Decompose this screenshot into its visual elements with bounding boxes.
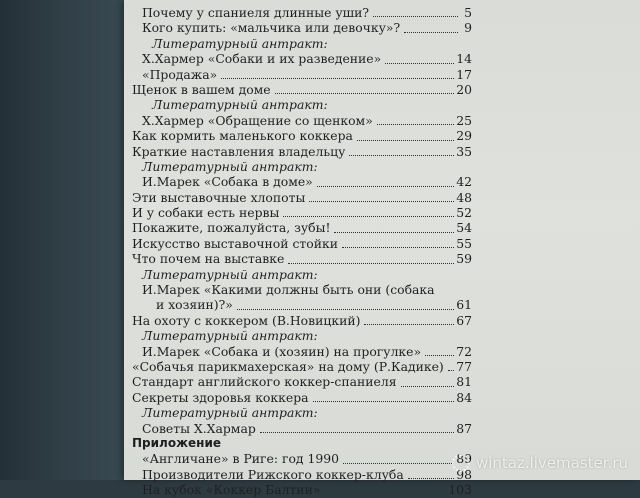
toc-entry-title: На кубок «Коккер Балтии» — [142, 482, 321, 498]
toc-entry — [132, 482, 472, 497]
toc-entry — [132, 159, 472, 174]
dot-leader — [349, 155, 454, 156]
toc-page-number: 77 — [456, 358, 472, 374]
toc-entry — [132, 128, 472, 143]
toc-entry — [132, 251, 472, 266]
toc-entry — [132, 113, 472, 128]
toc-entry — [132, 144, 472, 159]
toc-entry — [132, 313, 472, 328]
dot-leader — [334, 232, 454, 233]
toc-entry-title: Советы Х.Хармар — [142, 420, 256, 436]
toc-page-number: 67 — [456, 312, 472, 328]
dot-leader — [309, 201, 454, 202]
toc-entry-title: Литературный антракт: — [152, 35, 328, 51]
watermark — [452, 454, 628, 472]
toc-entry — [132, 82, 472, 97]
toc-entry — [132, 267, 472, 282]
toc-entry — [132, 220, 472, 235]
table-of-contents — [132, 5, 472, 498]
toc-entry-title: И.Марек «Какими должны быть они (собака — [142, 282, 435, 298]
toc-entry — [132, 359, 472, 374]
toc-entry — [132, 421, 472, 436]
toc-entry-title: И.Марек «Собака и (хозяин) на прогулке» — [142, 343, 422, 359]
dot-leader — [237, 309, 454, 310]
toc-page-number: 20 — [456, 81, 472, 97]
toc-entry — [132, 51, 472, 66]
toc-entry-title: Покажите, пожалуйста, зубы! — [132, 220, 331, 236]
toc-entry — [132, 97, 472, 112]
toc-page-number: 103 — [448, 482, 472, 498]
toc-entry-title: Стандарт английского коккер-спаниеля — [132, 374, 397, 390]
toc-entry-title: и хозяин)?» — [156, 297, 233, 313]
toc-entry-title: Литературный антракт: — [142, 328, 318, 344]
toc-page-number: 35 — [456, 143, 472, 159]
toc-entry — [132, 36, 472, 51]
toc-entry — [132, 67, 472, 82]
toc-entry-title: Искусство выставочной стойки — [132, 235, 338, 251]
toc-entry — [132, 451, 472, 466]
toc-entry-title: И.Марек «Собака в доме» — [142, 174, 313, 190]
toc-entry — [132, 190, 472, 205]
toc-entry-title: Секреты здоровья коккера — [132, 389, 309, 405]
toc-entry-title: Как кормить маленького коккера — [132, 128, 353, 144]
toc-entry-title: Кого купить: «мальчика или девочку»? — [142, 20, 401, 36]
toc-entry-title: Краткие наставления владельцу — [132, 143, 346, 159]
toc-entry-title: Что почем на выставке — [132, 251, 285, 267]
dot-leader — [404, 32, 458, 33]
dot-leader — [448, 370, 454, 371]
dot-leader — [425, 355, 454, 356]
toc-entry — [132, 282, 472, 297]
dot-leader — [364, 324, 454, 325]
toc-page-number: 9 — [464, 20, 472, 36]
toc-entry-title: Х.Хармер «Обращение со щенком» — [142, 112, 373, 128]
toc-entry-title: Почему у спаниеля длинные уши? — [142, 4, 370, 20]
toc-page-number: 59 — [456, 251, 472, 267]
toc-entry-title: Литературный антракт: — [152, 97, 328, 113]
toc-page-number: 29 — [456, 128, 472, 144]
dot-leader — [401, 386, 455, 387]
dot-leader — [343, 463, 454, 464]
toc-page-number: 81 — [456, 374, 472, 390]
toc-entry-title: «Англичане» в Риге: год 1990 — [142, 451, 340, 467]
toc-entry — [132, 390, 472, 405]
dot-leader — [260, 432, 454, 433]
toc-entry — [132, 297, 472, 312]
toc-page-number: 89 — [456, 451, 472, 467]
toc-entry — [132, 344, 472, 359]
toc-entry-title: Приложение — [132, 435, 221, 450]
toc-entry — [132, 236, 472, 251]
dot-leader — [324, 494, 446, 495]
toc-entry-title: Литературный антракт: — [142, 405, 318, 421]
watermark-logo-icon — [452, 454, 470, 472]
toc-page-number: 48 — [456, 189, 472, 205]
dot-leader — [385, 63, 454, 64]
toc-entry — [132, 5, 472, 20]
toc-entry-title: Х.Хармер «Собаки и их разведение» — [142, 51, 382, 67]
toc-entry-title: «Собачья парикмахерская» на дому (Р.Кадике) — [132, 358, 444, 374]
dot-leader — [221, 78, 454, 79]
toc-entry-title: Производители Рижского коккер-клуба — [142, 466, 404, 482]
toc-entry-title: «Продажа» — [142, 66, 218, 82]
dot-leader — [408, 478, 455, 479]
toc-page-number: 54 — [456, 220, 472, 236]
toc-entry — [132, 436, 472, 451]
dot-leader — [283, 216, 454, 217]
toc-entry-title: Литературный антракт: — [142, 266, 318, 282]
toc-entry-title: Щенок в вашем доме — [132, 81, 271, 97]
dot-leader — [275, 93, 455, 94]
dot-leader — [288, 263, 454, 264]
toc-page-number: 5 — [464, 4, 472, 20]
toc-page-number: 87 — [456, 420, 472, 436]
toc-page-number: 17 — [456, 66, 472, 82]
toc-entry — [132, 205, 472, 220]
toc-entry-title: Литературный антракт: — [142, 158, 318, 174]
dot-leader — [357, 140, 454, 141]
toc-entry-title: И у собаки есть нервы — [132, 205, 280, 221]
toc-entry — [132, 328, 472, 343]
toc-page-number: 61 — [456, 297, 472, 313]
toc-page-number: 14 — [456, 51, 472, 67]
toc-page-number: 55 — [456, 235, 472, 251]
watermark-text: wintaz.livemaster.ru — [475, 454, 628, 472]
dot-leader — [377, 124, 454, 125]
dot-leader — [342, 247, 454, 248]
dark-background — [0, 0, 128, 480]
toc-entry — [132, 374, 472, 389]
toc-entry — [132, 174, 472, 189]
toc-page-number: 84 — [456, 389, 472, 405]
toc-entry-title: На охоту с коккером (В.Новицкий) — [132, 312, 361, 328]
toc-page-number: 42 — [456, 174, 472, 190]
dot-leader — [373, 16, 458, 17]
toc-page-number: 72 — [456, 343, 472, 359]
dot-leader — [317, 186, 454, 187]
toc-page-number: 98 — [456, 466, 472, 482]
toc-entry — [132, 20, 472, 35]
dot-leader — [313, 401, 455, 402]
toc-entry — [132, 405, 472, 420]
toc-entry-title: Эти выставочные хлопоты — [132, 189, 306, 205]
toc-page-number: 25 — [456, 112, 472, 128]
toc-page-number: 52 — [456, 205, 472, 221]
